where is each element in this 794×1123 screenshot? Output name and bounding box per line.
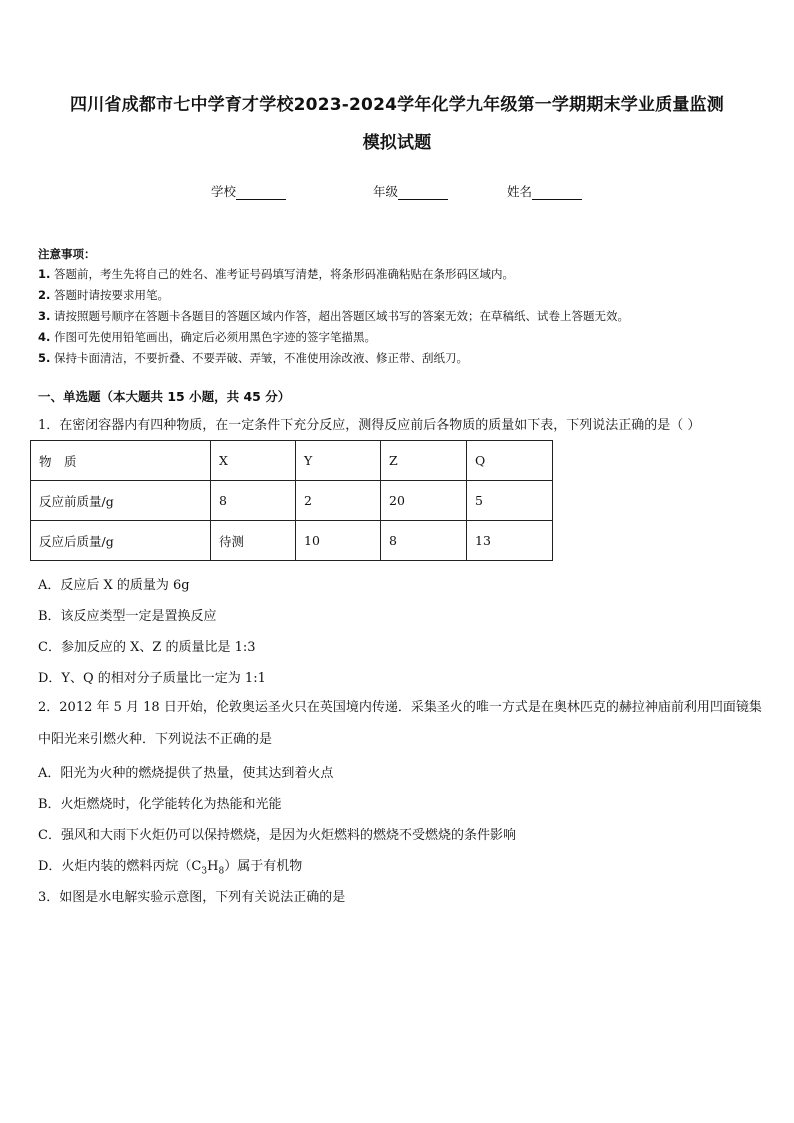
note-item: 1. 答题前，考生先将自己的姓名、准考证号码填写清楚，将条形码准确粘贴在条形码区域内。	[38, 267, 514, 281]
table-cell: 13	[467, 521, 553, 561]
school-blank	[236, 185, 286, 200]
table-cell: 10	[296, 521, 381, 561]
question-1-option-d: D．Y、Q 的相对分子质量比一定为 1:1	[38, 671, 266, 686]
question-3-stem: 3．如图是水电解实验示意图，下列有关说法正确的是	[38, 890, 346, 905]
table-cell: 反应前质量/g	[31, 481, 211, 521]
exam-title-line2: 模拟试题	[362, 133, 432, 153]
question-2-option-a: A．阳光为火种的燃烧提供了热量，使其达到着火点	[38, 766, 334, 781]
table-cell: 反应后质量/g	[31, 521, 211, 561]
question-2-stem: 2．2012 年 5 月 18 日开始，伦敦奥运圣火只在英国境内传递．采集圣火的唯一方式是在奥林匹克的赫拉神庙前利用凹面镜集中阳光来引燃火种．下列说法不正确的是	[38, 700, 762, 747]
question-2-option-c: C．强风和大雨下火炬仍可以保持燃烧，是因为火炬燃料的燃烧不受燃烧的条件影响	[38, 828, 516, 843]
table-row	[31, 441, 553, 481]
grade-blank	[398, 185, 448, 200]
question-2-option-d: D．火炬内装的燃料丙烷$(C_3H_8)$属于有机物	[38, 859, 303, 877]
student-info-row	[0, 182, 794, 202]
table-cell: 物 质	[31, 441, 211, 481]
question-1-option-c: C．参加反应的 X、Z 的质量比是 1:3	[38, 640, 256, 655]
table-cell: 待测	[211, 521, 296, 561]
name-field	[507, 182, 582, 200]
table-cell: 8	[381, 521, 467, 561]
school-field	[211, 182, 286, 200]
table-cell: X	[211, 441, 296, 481]
note-item: 5. 保持卡面清洁，不要折叠、不要弄破、弄皱，不准使用涂改液、修正带、刮纸刀。	[38, 351, 468, 365]
mass-table	[30, 440, 553, 561]
table-cell: 20	[381, 481, 467, 521]
table-cell: 8	[211, 481, 296, 521]
exam-title-line1: 四川省成都市七中学育才学校2023-2024学年化学九年级第一学期期末学业质量监测	[70, 95, 724, 115]
table-cell: Z	[381, 441, 467, 481]
note-item: 4. 作图可先使用铅笔画出，确定后必须用黑色字迹的签字笔描黑。	[38, 330, 376, 344]
notes-heading: 注意事项：	[38, 247, 96, 261]
table-cell: 2	[296, 481, 381, 521]
question-1-option-b: B．该反应类型一定是置换反应	[38, 609, 217, 624]
grade-label: 年级	[373, 184, 399, 199]
note-item: 3. 请按照题号顺序在答题卡各题目的答题区域内作答，超出答题区域书写的答案无效；在草稿纸、试卷上答题无效。	[38, 309, 629, 323]
table-row	[31, 481, 553, 521]
question-1-stem: 1．在密闭容器内有四种物质，在一定条件下充分反应，测得反应前后各物质的质量如下表，下列说法正确的是（ ）	[38, 418, 701, 433]
grade-field	[373, 182, 448, 200]
name-blank	[532, 185, 582, 200]
notes-section	[38, 244, 768, 369]
question-1-option-a: A．反应后 X 的质量为 6g	[38, 578, 190, 593]
name-label: 姓名	[507, 184, 533, 199]
table-cell: Q	[467, 441, 553, 481]
school-label: 学校	[211, 184, 237, 199]
question-2-option-b: B．火炬燃烧时，化学能转化为热能和光能	[38, 797, 282, 812]
table-cell: Y	[296, 441, 381, 481]
note-item: 2. 答题时请按要求用笔。	[38, 288, 169, 302]
section-heading: 一、单选题（本大题共 15 小题，共 45 分）	[38, 389, 291, 404]
table-row	[31, 521, 553, 561]
table-cell: 5	[467, 481, 553, 521]
